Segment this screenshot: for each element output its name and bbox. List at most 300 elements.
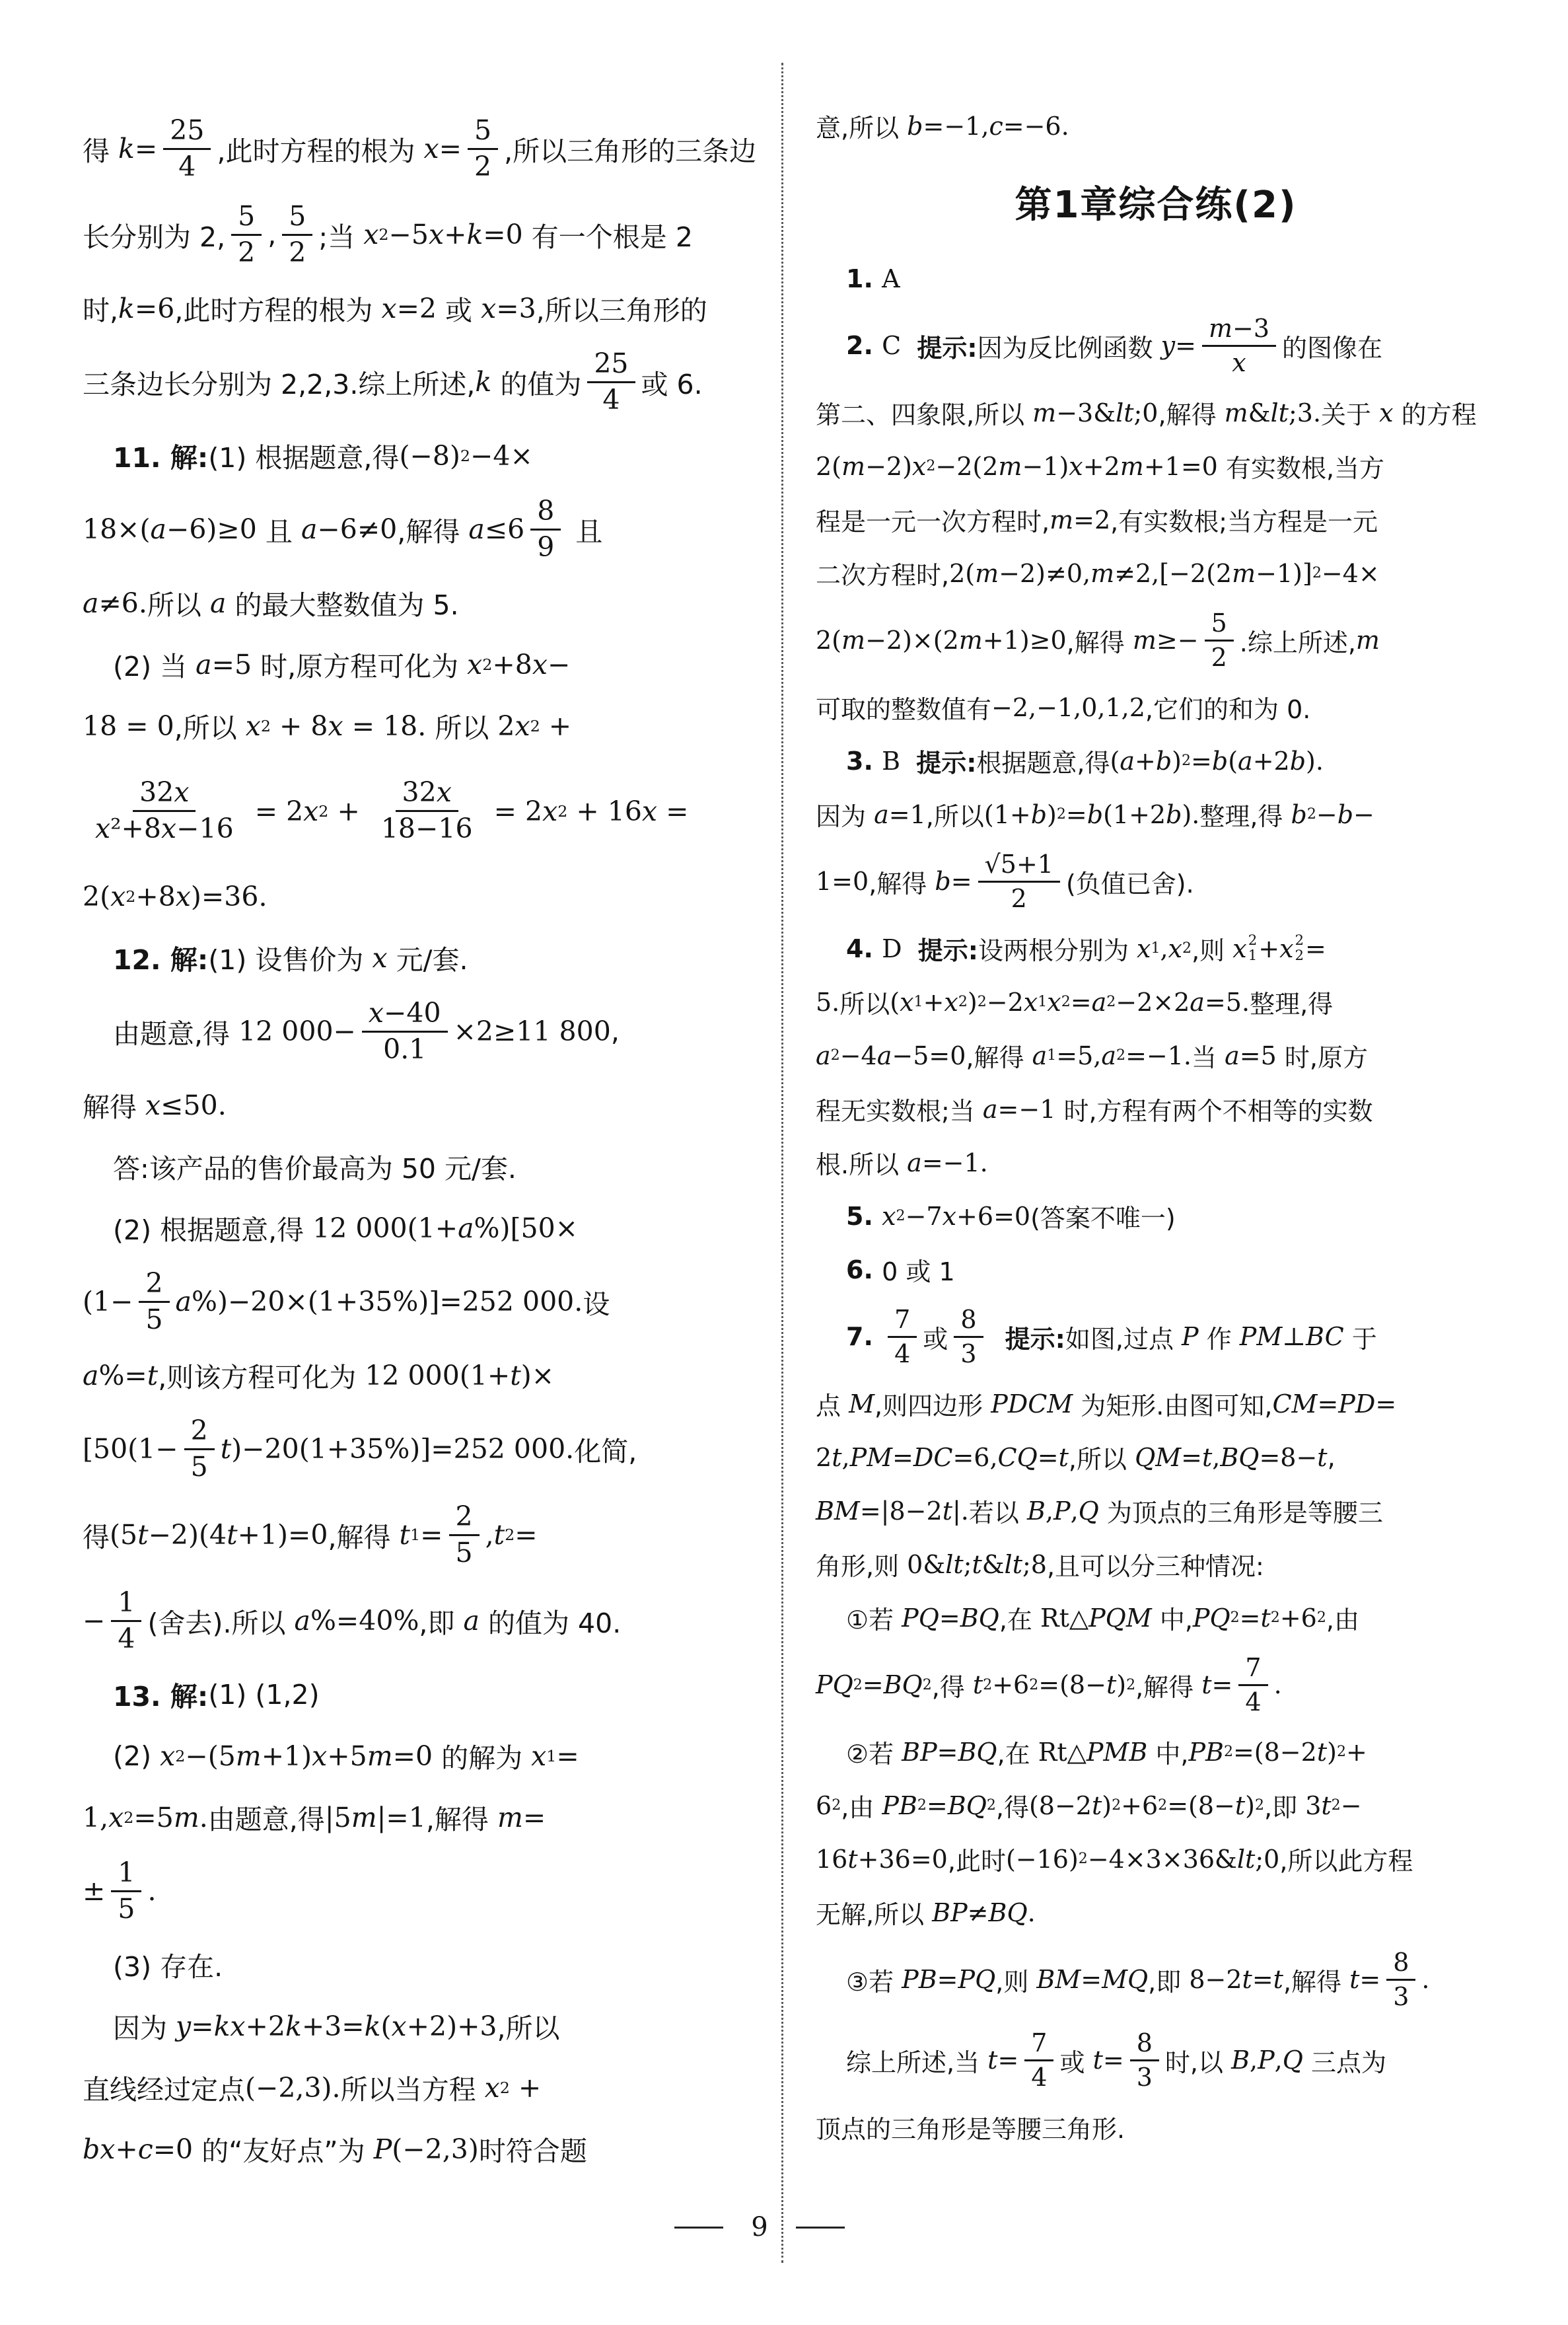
math: x [372, 941, 388, 974]
math: t= [987, 2046, 1019, 2075]
text-line [816, 305, 1496, 386]
text: 根.所以 [816, 1150, 908, 1179]
numerator: 5 [1205, 609, 1234, 642]
text: 或 [1059, 2048, 1093, 2077]
text: 或 6. [641, 368, 703, 400]
math: =5m. [133, 1801, 208, 1833]
fraction [1238, 1654, 1267, 1716]
text: 的值为 [491, 368, 582, 400]
superscript: 2 [1078, 1851, 1088, 1867]
math: 0&lt;t&lt;8 [907, 1549, 1047, 1579]
text: 点 [816, 1391, 849, 1421]
math: a%=t [83, 1359, 159, 1391]
math: BP=BQ [902, 1737, 997, 1767]
fraction [1024, 2029, 1053, 2091]
text: (负值已舍). [1065, 869, 1194, 899]
math: + [540, 710, 572, 742]
text-line [83, 1934, 763, 1995]
math: B,P,Q [1026, 1496, 1099, 1526]
fraction [231, 202, 262, 268]
math: ± [83, 1875, 106, 1907]
math: CM=PD= [1272, 1389, 1397, 1419]
text: 所以 [426, 712, 498, 744]
fraction [282, 202, 312, 268]
fraction [1202, 314, 1276, 377]
math: = [420, 1519, 443, 1551]
text: 因为 [113, 2012, 176, 2044]
label: 11. 解: [113, 442, 209, 474]
text: 且 [567, 515, 603, 548]
denominator: 4 [1245, 1687, 1262, 1716]
math: ,t [485, 1519, 505, 1551]
page-footer [0, 2212, 1519, 2242]
text: ,解得 [397, 515, 469, 548]
text-line [816, 1591, 1496, 1644]
denominator: 2 [474, 150, 492, 182]
text: 中, [1147, 1740, 1189, 1769]
math: = [1305, 934, 1326, 963]
math: (−2,3). [245, 2071, 341, 2104]
text-line [83, 927, 763, 988]
subscript: 1 [410, 1526, 421, 1544]
numerator: 8 [954, 1306, 983, 1338]
left-column [83, 106, 763, 2180]
math: 5. [816, 987, 840, 1017]
fraction [978, 850, 1060, 912]
math: m=2 [1050, 505, 1111, 535]
text-line [816, 1189, 1496, 1243]
math: 16t+36=0 [816, 1844, 948, 1874]
text: 的解为 [433, 1742, 532, 1774]
text: 的方程 [1393, 400, 1477, 429]
text: 且 [256, 515, 301, 548]
text-line [816, 1296, 1496, 1377]
fraction [184, 1416, 215, 1483]
superscript: 2 [926, 458, 936, 474]
text-line [816, 1832, 1496, 1886]
denominator: 4 [1031, 2062, 1048, 2092]
denominator: 2 [289, 236, 306, 268]
text: ,所以此方程 [1279, 1847, 1413, 1876]
math-roman: Rt△ [1040, 1603, 1089, 1633]
numerator: 25 [587, 349, 635, 383]
math: −2,−1,0,1,2 [991, 692, 1145, 722]
math: x [245, 710, 261, 742]
text-line [816, 1725, 1496, 1779]
superscript: 2 [530, 716, 540, 735]
math: (1+b) [983, 799, 1057, 829]
text: ,在 [999, 1605, 1040, 1635]
math: +x [923, 987, 958, 1017]
text-line [816, 975, 1496, 1029]
label: 7. [846, 1322, 882, 1351]
math: b=−1,c=−6. [907, 111, 1069, 141]
math-roman: D [882, 934, 902, 963]
text: ,解得 [328, 1521, 400, 1553]
text-line [83, 1136, 763, 1197]
text: (2) 根据题意,得 [113, 1214, 313, 1246]
math: a≤6 [468, 513, 525, 545]
fraction [362, 998, 448, 1065]
math: ,x [1160, 934, 1183, 963]
math: (−16) [1005, 1844, 1079, 1874]
math: BM=MQ [1036, 1965, 1149, 1994]
fraction [954, 1306, 983, 1368]
text: 化简, [574, 1435, 637, 1467]
text: 若以 [968, 1498, 1027, 1528]
text-line [83, 1406, 763, 1492]
denominator: 18−16 [380, 813, 473, 844]
text: 元/套. [387, 944, 468, 976]
text-line [83, 2057, 763, 2118]
text-line [83, 339, 763, 425]
math: x [484, 2071, 500, 2104]
text-line [816, 1082, 1496, 1136]
text-line [816, 1377, 1496, 1430]
text: ,所以 [925, 802, 984, 831]
text: 得 [83, 1521, 110, 1553]
text: 三条边长分别为 2,2,3.综上所述, [83, 368, 476, 400]
text-line [83, 486, 763, 572]
text: 于 [1343, 1324, 1377, 1354]
math: a≠6. [83, 587, 147, 619]
text: 的值为 40. [479, 1607, 622, 1639]
denominator: 0.1 [383, 1033, 427, 1065]
math: . [1421, 1965, 1430, 1994]
math: −2(2m−1)x+2m+1=0 [935, 451, 1218, 481]
math: x [882, 1201, 896, 1231]
text: ,此时方程的根为 [217, 135, 424, 167]
math: x [363, 219, 379, 250]
text: 得 [83, 135, 119, 167]
math: a=5 [196, 648, 252, 681]
text-line [816, 922, 1496, 975]
text-line [816, 493, 1496, 546]
math: 6 [816, 1790, 832, 1820]
subscript: 1 [1038, 994, 1048, 1010]
numerator: 7 [888, 1306, 917, 1338]
text: 由题意,得 [113, 1017, 239, 1050]
math: P [1182, 1322, 1199, 1351]
label: 1. [846, 264, 882, 293]
math: t [972, 1670, 983, 1699]
text: 整理,得 [1250, 990, 1334, 1019]
numerator: m−3 [1202, 314, 1276, 347]
math: =BQ [862, 1670, 923, 1699]
math: . [1273, 1670, 1282, 1699]
superscript: 2 [482, 655, 493, 674]
math: −4× [1321, 558, 1380, 588]
text-line [816, 252, 1496, 305]
math: (8−2t) [1028, 1790, 1112, 1820]
label: 4. [846, 934, 882, 963]
math: t= [1092, 2046, 1124, 2075]
math: 12 000(1+a%)[50× [312, 1212, 579, 1244]
math: =(8−t) [1038, 1670, 1127, 1699]
math: a%=40% [294, 1605, 419, 1637]
text: 作 [1198, 1324, 1240, 1354]
math: x=2 [381, 292, 437, 324]
text: (1) 设售价为 [208, 944, 373, 976]
label: 2. [846, 331, 882, 360]
text: 角形,则 [816, 1552, 908, 1581]
label: 3. [846, 746, 882, 776]
math: 2(m−2)x [816, 451, 927, 481]
superscript: 2 [1230, 1609, 1240, 1626]
math: PB=PQ [902, 1965, 996, 1994]
math: t)−20(1+35%)]=252 000. [220, 1433, 575, 1465]
superscript: 2 [922, 1676, 932, 1693]
math: k=6 [118, 292, 175, 324]
denominator: 2 [238, 236, 256, 268]
math: m≥− [1132, 626, 1199, 655]
math: + [328, 795, 369, 827]
text: 三点为 [1302, 2048, 1387, 2077]
math: (1− [83, 1286, 133, 1317]
text: (2) 当 [113, 651, 196, 683]
text: ;当 [318, 221, 364, 253]
text-line [816, 1779, 1496, 1832]
math: +8x− [492, 648, 571, 681]
numerator: 8 [530, 496, 561, 531]
math-roman: C [882, 331, 902, 360]
text: 意,所以 [816, 114, 908, 143]
text: ,得 [931, 1672, 973, 1702]
superscript: 2 [1312, 565, 1322, 581]
numerator: 7 [1024, 2029, 1053, 2061]
math: PMB [1086, 1737, 1148, 1767]
text: , [1327, 1442, 1336, 1472]
text: 程无实数根;当 [816, 1097, 983, 1126]
denominator: 4 [178, 150, 196, 182]
right-column [816, 99, 1496, 2154]
text: ,所以三角形的三条边 [504, 135, 757, 167]
text-line [83, 2118, 763, 2180]
text: ,即 [1264, 1793, 1306, 1822]
math: +6 [1279, 1603, 1317, 1633]
text: (1) 根据题意,得 [208, 442, 400, 474]
text: (3) 存在. [113, 1951, 223, 1983]
supsub [1248, 934, 1258, 963]
math: −b− [1316, 799, 1374, 829]
text: ,解得 [425, 1804, 497, 1835]
text: (1) (1,2) [208, 1678, 320, 1711]
fraction [111, 1588, 141, 1654]
math: P(−2,3) [373, 2133, 479, 2165]
denominator: 3 [960, 1339, 977, 1368]
text: ,解得 [869, 869, 935, 899]
math: b= [935, 867, 972, 896]
math: −(5m+1)x+5m=0 [185, 1740, 433, 1772]
text: 中, [1151, 1605, 1193, 1635]
text: ,解得 [1283, 1967, 1350, 1997]
text: 综上所述,当 [846, 2048, 988, 2077]
text [902, 934, 918, 963]
math: k= [118, 133, 158, 165]
math: −4×3×36&lt;0 [1087, 1844, 1280, 1874]
math: a=−1 [982, 1094, 1056, 1124]
numerator: 2 [139, 1269, 169, 1303]
denominator: 4 [602, 383, 620, 416]
denominator: 5 [118, 1892, 135, 1925]
supsub-top: 2 [1248, 932, 1258, 949]
text-line [816, 681, 1496, 734]
math: a [209, 587, 227, 619]
math: x [160, 1740, 176, 1772]
math-roman: Rt△ [1038, 1737, 1087, 1767]
text-line [816, 1029, 1496, 1082]
math: =−1. [1125, 1041, 1192, 1070]
text: ,此时 [947, 1847, 1006, 1876]
column-divider-dotted-line [781, 63, 783, 2263]
supsub-bottom: 1 [1248, 947, 1258, 964]
superscript: 2 [896, 1208, 906, 1224]
math: +6 [992, 1670, 1030, 1699]
math: 12 000(1+t)× [365, 1359, 555, 1391]
denominator: x [1232, 348, 1246, 377]
superscript: 2 [125, 887, 136, 906]
text: ,即 [1148, 1967, 1190, 1997]
math: =b(a+2b). [1191, 746, 1324, 776]
math: x= [423, 133, 462, 165]
text-line [816, 546, 1496, 600]
math: =BQ [926, 1790, 987, 1820]
text: 如图,过点 [1065, 1324, 1182, 1354]
text-line [816, 1537, 1496, 1591]
text: 关于 [1321, 400, 1380, 429]
math: m&lt;3. [1224, 398, 1322, 427]
math: = [556, 1740, 579, 1772]
math: ) [967, 987, 978, 1017]
fraction [587, 349, 635, 416]
superscript: 2 [1223, 1744, 1233, 1760]
text: ,则 [1192, 936, 1233, 965]
text-line [816, 1136, 1496, 1189]
superscript: 2 [977, 994, 987, 1010]
text: ,所以 [1068, 1445, 1135, 1474]
text: 或 [923, 1324, 948, 1354]
text: ,解得 [1066, 628, 1133, 657]
text-line [816, 386, 1496, 439]
text: ,所以 [497, 2012, 560, 2044]
subscript: 1 [546, 1746, 557, 1765]
text: , [610, 1015, 620, 1047]
fraction [374, 778, 480, 844]
text: ,由 [841, 1793, 882, 1822]
math: x [467, 648, 483, 681]
math: 1,x [83, 1801, 124, 1833]
math: 12 000− [238, 1015, 356, 1047]
text: ,所以三角形的 [536, 295, 707, 326]
text [989, 1322, 1005, 1351]
text: ,它们的和为 0. [1145, 695, 1311, 724]
text: 当 [1192, 1043, 1225, 1072]
math: + [509, 2071, 542, 2104]
math: QM=t,BQ=8−t [1135, 1442, 1328, 1472]
text: 时,原方程可化为 [252, 651, 468, 683]
math-roman: A [882, 264, 900, 293]
text: ,则四边形 [874, 1391, 991, 1421]
math: y= [1160, 331, 1196, 360]
math: =t [1239, 1603, 1271, 1633]
math: PB [882, 1790, 917, 1820]
label: 提示: [1005, 1324, 1065, 1354]
text: ③若 [846, 1967, 902, 1997]
text: 程是一元一次方程时, [816, 507, 1050, 536]
text-line [816, 600, 1496, 681]
math: 8−2t=t [1189, 1965, 1283, 1994]
text: 为矩形.由图可知, [1073, 1391, 1273, 1421]
page-number: 9 [751, 2212, 768, 2242]
text: .综上所述, [1239, 628, 1356, 657]
label: 6. [846, 1255, 882, 1284]
numerator: 1 [111, 1588, 141, 1622]
label: 提示: [917, 936, 978, 965]
text-line [816, 1484, 1496, 1537]
text: ,所以 [174, 712, 246, 744]
superscript: 2 [853, 1676, 863, 1693]
text: 直线经过定点 [83, 2074, 245, 2106]
fraction [888, 1306, 917, 1368]
text: 所以 [147, 589, 210, 621]
text: 所以当方程 [340, 2074, 485, 2106]
text: ,此时方程的根为 [174, 295, 382, 326]
math: 2(m−2)×(2m+1)≥0 [816, 626, 1067, 655]
math: −5x+k=0 [388, 219, 523, 250]
superscript: 2 [557, 801, 568, 821]
math: a%)−20×(1+35%)]=252 000. [175, 1286, 583, 1317]
text: 为顶点的三角形是等腰三 [1098, 1498, 1383, 1528]
math: b [1291, 799, 1307, 829]
text-line [83, 1345, 763, 1406]
numerator: 8 [1130, 2029, 1159, 2061]
math: PM⊥BC [1239, 1322, 1344, 1351]
subscript: 1 [1047, 1047, 1057, 1064]
math: x [1379, 398, 1394, 427]
fraction [111, 1858, 141, 1925]
text-line [816, 841, 1496, 922]
label: 13. 解: [113, 1681, 209, 1713]
label: 提示: [916, 749, 977, 778]
superscript: 2 [1056, 806, 1066, 823]
math: 2x [497, 710, 530, 742]
text: ,在 [997, 1740, 1038, 1769]
text: ,得 [995, 1793, 1029, 1822]
text: 答:该产品的售价最高为 50 元/套. [113, 1153, 517, 1185]
numerator: x−40 [362, 998, 448, 1033]
math: −4a−5=0 [839, 1041, 966, 1070]
fraction [530, 496, 561, 563]
text: 有实数根,当方 [1217, 454, 1385, 483]
text-line [83, 695, 763, 757]
text: 因为反比例函数 [977, 333, 1161, 363]
text: 时,方程有两个不相等的实数 [1055, 1097, 1373, 1126]
superscript: 2 [175, 1746, 186, 1765]
denominator: 3 [1393, 1981, 1409, 2011]
numerator: 25 [163, 116, 211, 150]
text: 的图像在 [1282, 333, 1383, 363]
math: t= [1201, 1670, 1233, 1699]
math: PQM [1088, 1603, 1152, 1633]
math: 1=0 [816, 867, 869, 896]
math: 18×(a−6)≥0 [83, 513, 257, 545]
numerator: 7 [1238, 1654, 1267, 1686]
math: − [1340, 1790, 1362, 1820]
text: 二次方程时, [816, 561, 950, 590]
superscript: 2 [983, 1676, 993, 1693]
text: 第二、四象限,所以 [816, 400, 1033, 429]
math: x [1137, 934, 1151, 963]
